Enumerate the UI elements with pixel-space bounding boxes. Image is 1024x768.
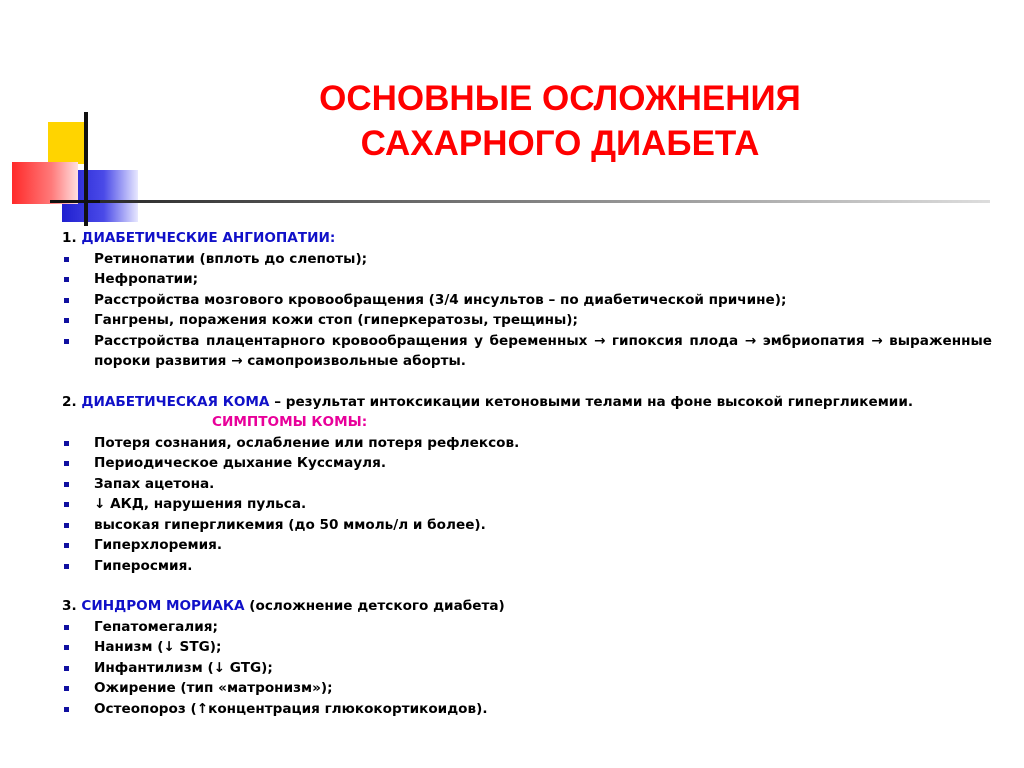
section-2-list bbox=[62, 433, 992, 577]
section-2-text: – результат интоксикации кетоновыми телами на фоне высокой гипергликемии. bbox=[269, 393, 914, 410]
section-3-heading bbox=[62, 596, 992, 617]
section-1-number: 1. bbox=[62, 230, 77, 246]
decor-yellow-square bbox=[48, 122, 88, 164]
list-item: Остеопороз (↑концентрация глюкокортикоидов). bbox=[62, 699, 992, 720]
slide-title-line-1: ОСНОВНЫЕ ОСЛОЖНЕНИЯ bbox=[319, 79, 801, 118]
section-3-number: 3. bbox=[62, 598, 77, 614]
list-item: Нанизм (↓ STG); bbox=[62, 637, 992, 658]
list-item: Расстройства мозгового кровообращения (3/4 инсультов – по диабетической причине); bbox=[62, 290, 992, 311]
list-item: Ожирение (тип «матронизм»); bbox=[62, 678, 992, 699]
list-item: Потеря сознания, ослабление или потеря рефлексов. bbox=[62, 433, 992, 454]
list-item: Запах ацетона. bbox=[62, 474, 992, 495]
section-3-text: (осложнение детского диабета) bbox=[244, 598, 505, 614]
slide-title bbox=[150, 76, 970, 166]
decor-vertical-line bbox=[84, 112, 88, 226]
title-divider-line bbox=[60, 200, 990, 203]
slide-body bbox=[62, 228, 992, 719]
slide-title-line-2: САХАРНОГО ДИАБЕТА bbox=[360, 124, 760, 163]
coma-symptoms-title: СИМПТОМЫ КОМЫ: bbox=[212, 414, 368, 430]
section-2-subheading bbox=[62, 412, 992, 433]
decor-red-square bbox=[12, 162, 78, 204]
list-item: высокая гипергликемия (до 50 ммоль/л и более). bbox=[62, 515, 992, 536]
section-1-list bbox=[62, 249, 992, 372]
list-item: ↓ АКД, нарушения пульса. bbox=[62, 494, 992, 515]
list-item: Инфантилизм (↓ GTG); bbox=[62, 658, 992, 679]
list-item: Нефропатии; bbox=[62, 269, 992, 290]
list-item: Ретинопатии (вплоть до слепоты); bbox=[62, 249, 992, 270]
list-item: Гепатомегалия; bbox=[62, 617, 992, 638]
section-1-heading bbox=[62, 228, 992, 249]
decor-horizontal-line bbox=[50, 200, 100, 203]
list-item: Гиперхлоремия. bbox=[62, 535, 992, 556]
list-item: Гиперосмия. bbox=[62, 556, 992, 577]
list-item: Расстройства плацентарного кровообращения у беременных → гипоксия плода → эмбриопатия → выраженные пороки развития → самопроизвольные аборты. bbox=[62, 331, 992, 372]
section-2-title: ДИАБЕТИЧЕСКАЯ КОМА bbox=[81, 393, 270, 410]
section-3-title: СИНДРОМ МОРИАКА bbox=[81, 598, 245, 614]
section-1-title: ДИАБЕТИЧЕСКИЕ АНГИОПАТИИ: bbox=[81, 230, 336, 246]
list-item: Гангрены, поражения кожи стоп (гиперкератозы, трещины); bbox=[62, 310, 992, 331]
section-3-list bbox=[62, 617, 992, 720]
section-2-number: 2. bbox=[62, 393, 77, 410]
list-item: Периодическое дыхание Куссмауля. bbox=[62, 453, 992, 474]
section-2-heading bbox=[62, 392, 992, 413]
